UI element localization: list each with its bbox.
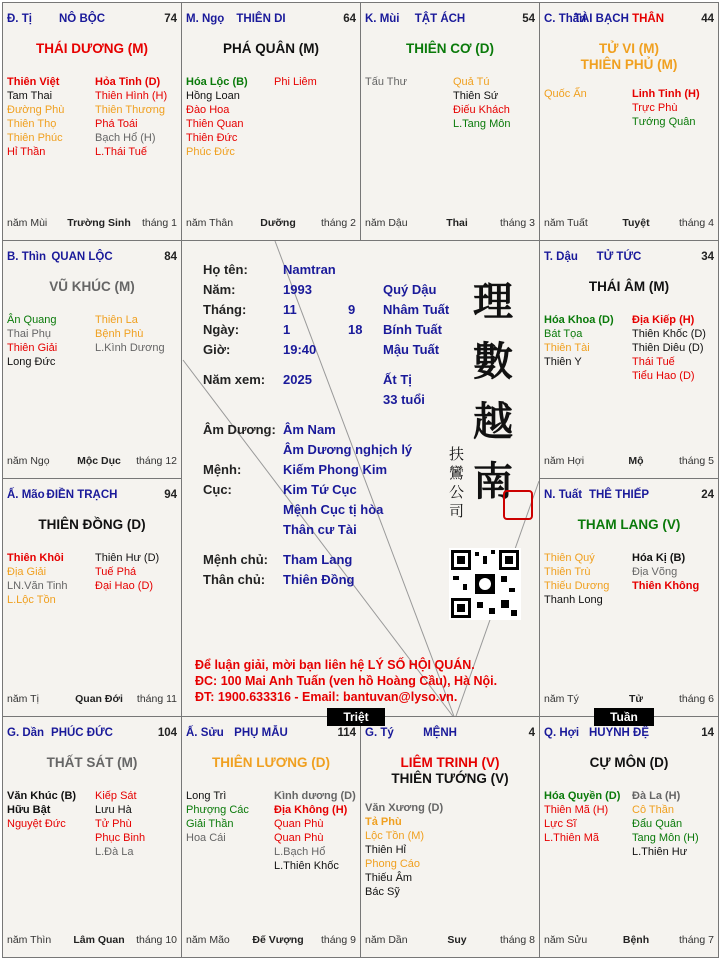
amduong-value: Âm Nam: [283, 422, 336, 437]
palace-branch: N. Tuất: [544, 489, 583, 501]
cell-year: năm Tị: [7, 693, 39, 705]
main-stars: [3, 279, 181, 295]
minor-stars-right: [95, 789, 180, 859]
main-star: THIÊN CƠ (D): [405, 41, 494, 56]
palace-branch: G. Tý: [365, 727, 394, 739]
minor-star: Hỉ Thần: [7, 146, 46, 158]
palace-branch: G. Dần: [7, 727, 45, 739]
cell-year: năm Tuất: [544, 217, 588, 229]
minor-stars-left: [365, 75, 450, 89]
palace-branch: Đ. Tị: [7, 13, 32, 25]
view-year-value: 2025: [283, 372, 312, 387]
view-year-canchi: Ất Tị: [383, 372, 412, 387]
palace-number: 94: [164, 489, 177, 501]
minor-star: L.Kình Dương: [95, 342, 165, 354]
cell-month: tháng 8: [499, 934, 535, 946]
life-stage: Dưỡng: [260, 217, 296, 229]
contact-line-1: Để luận giải, mời bạn liên hệ LÝ SỐ HỘI QUÁN.: [195, 658, 475, 672]
palace-branch: Q. Hợi: [544, 727, 580, 739]
year-value: 1993: [283, 282, 312, 297]
menh-label: Mệnh:: [203, 462, 242, 477]
minor-star: L.Thiên Hư: [632, 846, 688, 858]
cell-month: tháng 4: [678, 217, 714, 229]
seal-char-2: 數: [473, 338, 513, 385]
life-stage: Mộc Dục: [77, 455, 121, 467]
minor-star: Thiên Không: [632, 580, 700, 592]
minor-star: Thiên Việt: [7, 76, 60, 88]
contact-line-2: ĐC: 100 Mai Anh Tuấn (ven hồ Hoàng Cầu), Hà Nội.: [195, 674, 498, 688]
month-value: 11: [283, 302, 297, 317]
hour-value: 19:40: [283, 342, 317, 357]
palace-number: 4: [528, 727, 535, 739]
palace-name: MỆNH: [423, 727, 457, 739]
minor-stars-left: [544, 87, 629, 101]
cell-month: tháng 7: [678, 934, 714, 946]
minor-star: Địa Không (H): [274, 804, 348, 816]
minor-stars-left: [186, 75, 271, 159]
minor-star: Thiên Phúc: [7, 132, 63, 144]
minor-star: Ân Quang: [7, 314, 57, 326]
tuan-marker: Tuần: [594, 708, 654, 726]
palace-branch: T. Dậu: [544, 251, 578, 263]
minor-star: Điếu Khách: [453, 104, 510, 116]
minor-star: Hoa Cái: [186, 832, 226, 844]
cell-month: tháng 12: [136, 455, 177, 467]
main-star: VŨ KHÚC (M): [49, 279, 135, 294]
minor-stars-right: [95, 551, 180, 593]
minor-star: Thiên Sứ: [453, 90, 499, 102]
main-stars: [182, 755, 360, 771]
minor-star: Bát Tọa: [544, 328, 583, 340]
minor-stars-left: [7, 551, 92, 607]
day-value: 1: [283, 322, 291, 337]
year-label: Năm:: [203, 282, 236, 297]
than-marker: THÂN: [632, 13, 665, 25]
cuc-value: Kim Tứ Cục: [283, 482, 357, 497]
amduong-note: Âm Dương nghịch lý: [283, 442, 413, 457]
view-year-label: Năm xem:: [203, 372, 266, 387]
cell-month: tháng 11: [136, 693, 177, 705]
main-star: CỰ MÔN (D): [589, 755, 669, 770]
cell-month: tháng 10: [136, 934, 177, 946]
cell-year: năm Thìn: [7, 934, 52, 946]
life-stage: Suy: [447, 934, 467, 946]
minor-star: Thiên Diêu (D): [632, 342, 704, 354]
minor-star: LN.Văn Tinh: [7, 580, 68, 592]
minor-star: Cô Thần: [632, 804, 674, 816]
minor-star: Thiên Trù: [544, 566, 591, 578]
minor-star: Tử Phù: [95, 818, 132, 830]
life-stage: Bệnh: [622, 934, 650, 946]
minor-star: Địa Võng: [632, 566, 678, 578]
life-stage: Tuyệt: [622, 217, 650, 229]
cell-year: năm Sửu: [544, 934, 588, 946]
minor-star: Thái Tuế: [632, 356, 675, 368]
main-stars: [3, 755, 181, 771]
cell-month: tháng 3: [499, 217, 535, 229]
minor-star: Nguyệt Đức: [7, 818, 66, 830]
palace-name: NÔ BỘC: [59, 13, 105, 25]
hour-label: Giờ:: [203, 342, 231, 357]
minor-star: Linh Tinh (H): [632, 88, 700, 100]
palace-number: 114: [337, 727, 356, 739]
cell-year: năm Thân: [186, 217, 234, 229]
cell-year: năm Hợi: [544, 455, 585, 467]
minor-star: Tam Thai: [7, 90, 53, 102]
life-stage: Đế Vượng: [252, 934, 304, 946]
month-lunar: 9: [348, 302, 356, 317]
than-chu-value: Thiên Đồng: [283, 572, 355, 587]
palace-cell-dan: [2, 716, 182, 958]
life-stage: Thai: [446, 217, 468, 229]
minor-star: Đẩu Quân: [632, 818, 683, 830]
palace-cell-mui: [360, 2, 540, 241]
main-star: THIÊN ĐỒNG (D): [38, 517, 146, 532]
minor-star: Thiên Mã (H): [544, 804, 609, 816]
palace-cell-ty: [360, 716, 540, 958]
cell-month: tháng 1: [141, 217, 177, 229]
palace-number: 54: [522, 13, 535, 25]
palace-number: 64: [343, 13, 356, 25]
minor-stars-left: [7, 313, 92, 369]
minor-star: Hữu Bật: [7, 804, 51, 816]
palace-cell-mao: [2, 478, 182, 717]
main-stars: [540, 41, 718, 73]
minor-star: Quan Phù: [274, 832, 324, 844]
palace-name: HUYNH ĐỆ: [588, 727, 650, 739]
cell-year: năm Dậu: [365, 217, 408, 229]
minor-star: Thiên Giải: [7, 342, 58, 354]
minor-star: Long Đức: [7, 356, 56, 368]
palace-number: 44: [701, 13, 714, 25]
life-stage: Mộ: [628, 455, 644, 467]
name-value: Namtran: [283, 262, 336, 277]
minor-star: Long Trì: [186, 790, 227, 802]
minor-star: Thiếu Âm: [365, 872, 413, 884]
palace-name: TẬT ÁCH: [414, 13, 466, 25]
minor-star: Quốc Ấn: [544, 88, 587, 100]
minor-star: Thanh Long: [544, 594, 603, 606]
palace-name: QUAN LỘC: [51, 251, 113, 263]
minor-star: Tuế Phá: [95, 566, 137, 578]
minor-stars-right: [274, 789, 359, 873]
main-stars: [361, 41, 539, 57]
minor-star: Kiếp Sát: [95, 790, 137, 802]
main-star: THIÊN LƯƠNG (D): [212, 755, 330, 770]
minor-star: Phi Liêm: [274, 76, 317, 88]
minor-stars-right: [274, 75, 359, 89]
life-stage: Quan Đới: [75, 693, 123, 705]
main-star: THẤT SÁT (M): [46, 755, 138, 770]
day-label: Ngày:: [203, 322, 240, 337]
minor-star: Hóa Kị (B): [632, 552, 686, 564]
center-info-panel: [181, 240, 537, 716]
minor-star: Quả Tú: [453, 76, 490, 88]
palace-branch: K. Mùi: [365, 13, 400, 25]
cell-month: tháng 5: [678, 455, 714, 467]
palace-number: 74: [164, 13, 177, 25]
minor-star: Thiên Hư (D): [95, 552, 160, 564]
cuc-note: Mệnh Cục tị hòa: [283, 502, 384, 517]
main-stars: [3, 517, 181, 533]
minor-star: Địa Kiếp (H): [632, 314, 695, 326]
day-lunar: 18: [348, 322, 363, 337]
palace-cell-dau: [539, 240, 719, 479]
cell-year: năm Ngọ: [7, 455, 50, 467]
palace-name: THÊ THIẾP: [588, 489, 650, 501]
minor-star: Tướng Quân: [632, 116, 696, 128]
minor-stars-right: [632, 313, 717, 383]
palace-number: 14: [701, 727, 714, 739]
month-canchi: Nhâm Tuất: [383, 302, 450, 317]
minor-star: Lực Sĩ: [544, 818, 577, 830]
minor-star: Đại Hao (D): [95, 580, 154, 592]
year-canchi: Quý Dậu: [383, 282, 437, 297]
palace-name: ĐIỀN TRẠCH: [46, 489, 118, 501]
palace-branch: B. Thìn: [7, 251, 46, 263]
minor-star: Phá Toái: [95, 118, 138, 130]
day-canchi: Bính Tuất: [383, 322, 442, 337]
minor-star: Thai Phụ: [7, 328, 52, 340]
seal-char-1: 理: [473, 278, 513, 325]
palace-cell-thin: [2, 240, 182, 479]
cell-month: tháng 2: [320, 217, 356, 229]
cell-year: năm Mão: [186, 934, 230, 946]
minor-star: Hỏa Tinh (D): [95, 76, 161, 88]
contact-line-3: ĐT: 1900.633316 - Email: bantuvan@lyso.vn.: [195, 690, 458, 704]
minor-star: Quan Phù: [274, 818, 324, 830]
minor-star: Thiên Hình (H): [95, 90, 168, 102]
life-stage: Trường Sinh: [67, 217, 131, 229]
menh-chu-value: Tham Lang: [283, 552, 353, 567]
than-cu-note: Thân cư Tài: [283, 522, 357, 537]
minor-star: Thiên Quan: [186, 118, 244, 130]
minor-star: Địa Giải: [7, 566, 47, 578]
main-stars: [182, 41, 360, 57]
minor-star: L.Bạch Hổ: [274, 846, 326, 858]
palace-name: PHÚC ĐỨC: [51, 727, 113, 739]
red-seal-stamp: [503, 490, 533, 520]
minor-star: Kình dương (D): [274, 790, 356, 802]
palace-branch: Ấ. Sửu: [186, 727, 224, 739]
minor-star: Tả Phù: [365, 816, 402, 828]
minor-stars-right: [453, 75, 538, 131]
minor-star: Bệnh Phù: [95, 328, 144, 340]
minor-stars-right: [95, 75, 180, 159]
cell-month: tháng 6: [678, 693, 714, 705]
main-stars: [540, 279, 718, 295]
minor-star: L.Thiên Khốc: [274, 860, 339, 872]
minor-stars-left: [365, 801, 450, 899]
hour-canchi: Mậu Tuất: [383, 342, 440, 357]
qr-code-icon: [449, 548, 521, 620]
minor-star: Thiên Khôi: [7, 552, 64, 564]
main-star: LIÊM TRINH (V): [400, 755, 500, 770]
palace-name: PHỤ MẪU: [234, 727, 288, 739]
cell-year: năm Mùi: [7, 217, 48, 229]
minor-star: Phúc Đức: [186, 146, 235, 158]
palace-cell-ngo: [181, 2, 361, 241]
palace-name: THIÊN DI: [236, 13, 286, 25]
palace-cell-hoi: [539, 716, 719, 958]
menh-chu-label: Mệnh chủ:: [203, 552, 268, 567]
minor-star: Lộc Tồn (M): [365, 830, 425, 842]
minor-star: Tấu Thư: [365, 76, 408, 88]
palace-cell-ti: [2, 2, 182, 241]
main-star: THIÊN TƯỚNG (V): [391, 771, 509, 786]
than-chu-label: Thân chủ:: [203, 572, 266, 587]
minor-star: Hóa Lộc (B): [186, 76, 248, 88]
main-stars: [361, 755, 539, 787]
minor-star: Thiên Quý: [544, 552, 595, 564]
minor-star: Thiên Y: [544, 356, 582, 368]
palace-cell-tuat: [539, 478, 719, 717]
minor-star: Hóa Khoa (D): [544, 314, 614, 326]
minor-star: Văn Khúc (B): [7, 790, 77, 802]
palace-number: 24: [701, 489, 714, 501]
minor-star: L.Đà La: [95, 846, 134, 858]
main-stars: [540, 755, 718, 771]
minor-star: Thiên Thọ: [7, 118, 57, 130]
minor-star: Thiên Thương: [95, 104, 166, 116]
minor-star: Đà La (H): [632, 790, 681, 802]
minor-star: Trực Phù: [632, 102, 678, 114]
minor-star: Tiểu Hao (D): [632, 370, 695, 382]
minor-star: Thiếu Dương: [544, 580, 610, 592]
minor-stars-left: [7, 75, 92, 159]
minor-star: L.Tang Môn: [453, 118, 511, 130]
minor-stars-left: [7, 789, 92, 831]
minor-star: Bạch Hổ (H): [95, 132, 156, 144]
cuc-label: Cục:: [203, 482, 232, 497]
minor-star: Lưu Hà: [95, 804, 132, 816]
minor-star: Thiên Đức: [186, 132, 238, 144]
palace-cell-suu: [181, 716, 361, 958]
main-star: THÁI DƯƠNG (M): [36, 41, 148, 56]
minor-star: Phục Binh: [95, 832, 146, 844]
seal-char-3: 越: [473, 398, 513, 445]
minor-star: Thiên Hỉ: [365, 844, 406, 856]
main-star: PHÁ QUÂN (M): [223, 41, 319, 56]
life-stage: Lâm Quan: [73, 934, 125, 946]
palace-branch: C. Thân: [544, 13, 587, 25]
main-star: THIÊN PHỦ (M): [580, 57, 678, 72]
palace-name: TỬ TỨC: [596, 251, 642, 263]
minor-star: L.Thiên Mã: [544, 832, 600, 844]
minor-star: Đào Hoa: [186, 104, 230, 116]
month-label: Tháng:: [203, 302, 247, 317]
triet-marker: Triệt: [327, 708, 385, 726]
cell-year: năm Dần: [365, 934, 408, 946]
minor-star: Thiên Tài: [544, 342, 590, 354]
minor-stars-left: [186, 789, 271, 845]
minor-star: Hồng Loan: [186, 90, 240, 102]
amduong-label: Âm Dương:: [203, 422, 276, 437]
minor-star: Phượng Các: [186, 804, 249, 816]
life-stage: Tử: [628, 693, 644, 705]
minor-stars-left: [544, 313, 629, 369]
minor-star: Phong Cáo: [365, 858, 421, 870]
age-value: 33 tuổi: [383, 392, 425, 407]
minor-stars-right: [632, 551, 717, 593]
palace-number: 34: [701, 251, 714, 263]
main-stars: [3, 41, 181, 57]
minor-star: Giải Thần: [186, 818, 234, 830]
seal-char-4: 南: [473, 458, 513, 505]
minor-star: L.Lộc Tồn: [7, 594, 56, 606]
palace-branch: M. Ngọ: [186, 13, 225, 25]
minor-star: Bác Sỹ: [365, 886, 400, 898]
minor-star: Tang Môn (H): [632, 832, 699, 844]
cell-month: tháng 9: [320, 934, 356, 946]
minor-stars-right: [95, 313, 180, 355]
minor-star: Văn Xương (D): [365, 802, 444, 814]
palace-number: 104: [157, 727, 177, 739]
palace-name: TÀI BẠCH THÂN: [573, 13, 665, 25]
minor-stars-left: [544, 551, 629, 607]
minor-stars-right: [632, 87, 717, 129]
main-star: THAM LANG (V): [577, 517, 681, 532]
palace-branch: Ấ. Mão: [7, 489, 45, 501]
minor-stars-left: [544, 789, 629, 845]
minor-stars-right: [632, 789, 717, 859]
seal-small-chars: 扶 鸞 公 司: [449, 445, 465, 520]
menh-value: Kiếm Phong Kim: [283, 462, 388, 477]
minor-star: Thiên Khốc (D): [632, 328, 706, 340]
palace-number: 84: [164, 251, 177, 263]
cell-year: năm Tý: [544, 693, 579, 705]
palace-cell-than: [539, 2, 719, 241]
minor-star: Thiên La: [95, 314, 138, 326]
minor-star: Hóa Quyền (D): [544, 790, 621, 802]
minor-star: Đường Phù: [7, 104, 65, 116]
main-star: TỬ VI (M): [599, 41, 659, 56]
minor-star: L.Thái Tuế: [95, 146, 147, 158]
main-stars: [540, 517, 718, 533]
main-star: THÁI ÂM (M): [588, 279, 670, 294]
name-label: Họ tên:: [203, 262, 248, 277]
